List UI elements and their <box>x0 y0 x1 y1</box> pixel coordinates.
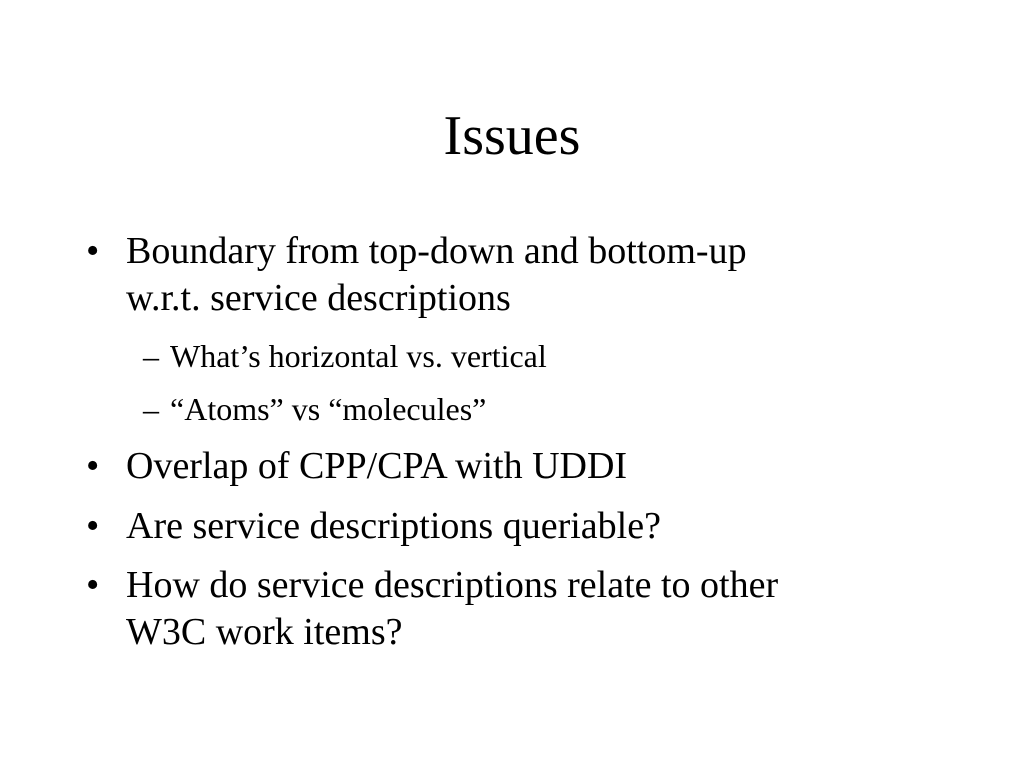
sub-bullet-text: What’s horizontal vs. vertical <box>170 338 547 374</box>
bullet-text-line: W3C work items? <box>126 611 403 653</box>
bullet-marker: • <box>86 505 100 547</box>
bullet-marker: • <box>86 564 100 606</box>
bullet-text-line: w.r.t. service descriptions <box>126 277 511 319</box>
sub-bullet-item <box>143 389 930 429</box>
sub-bullet-text: “Atoms” vs “molecules” <box>170 391 487 427</box>
bullet-text-line: Boundary from top-down and bottom-up <box>126 230 747 272</box>
slide-title: Issues <box>443 105 581 167</box>
bullet-text: Overlap of CPP/CPA with UDDI <box>126 445 628 487</box>
bullet-text: Are service descriptions queriable? <box>126 505 661 547</box>
bullet-item <box>86 562 926 656</box>
sub-bullet-marker: – <box>143 391 159 427</box>
sub-bullet-marker: – <box>143 338 159 374</box>
bullet-marker: • <box>86 230 100 272</box>
bullet-item <box>86 503 926 550</box>
bullet-item <box>86 228 926 322</box>
bullet-marker: • <box>86 445 100 487</box>
bullet-text-line: How do service descriptions relate to other <box>126 564 779 606</box>
sub-bullet-item <box>143 336 930 376</box>
bullet-item <box>86 443 926 490</box>
